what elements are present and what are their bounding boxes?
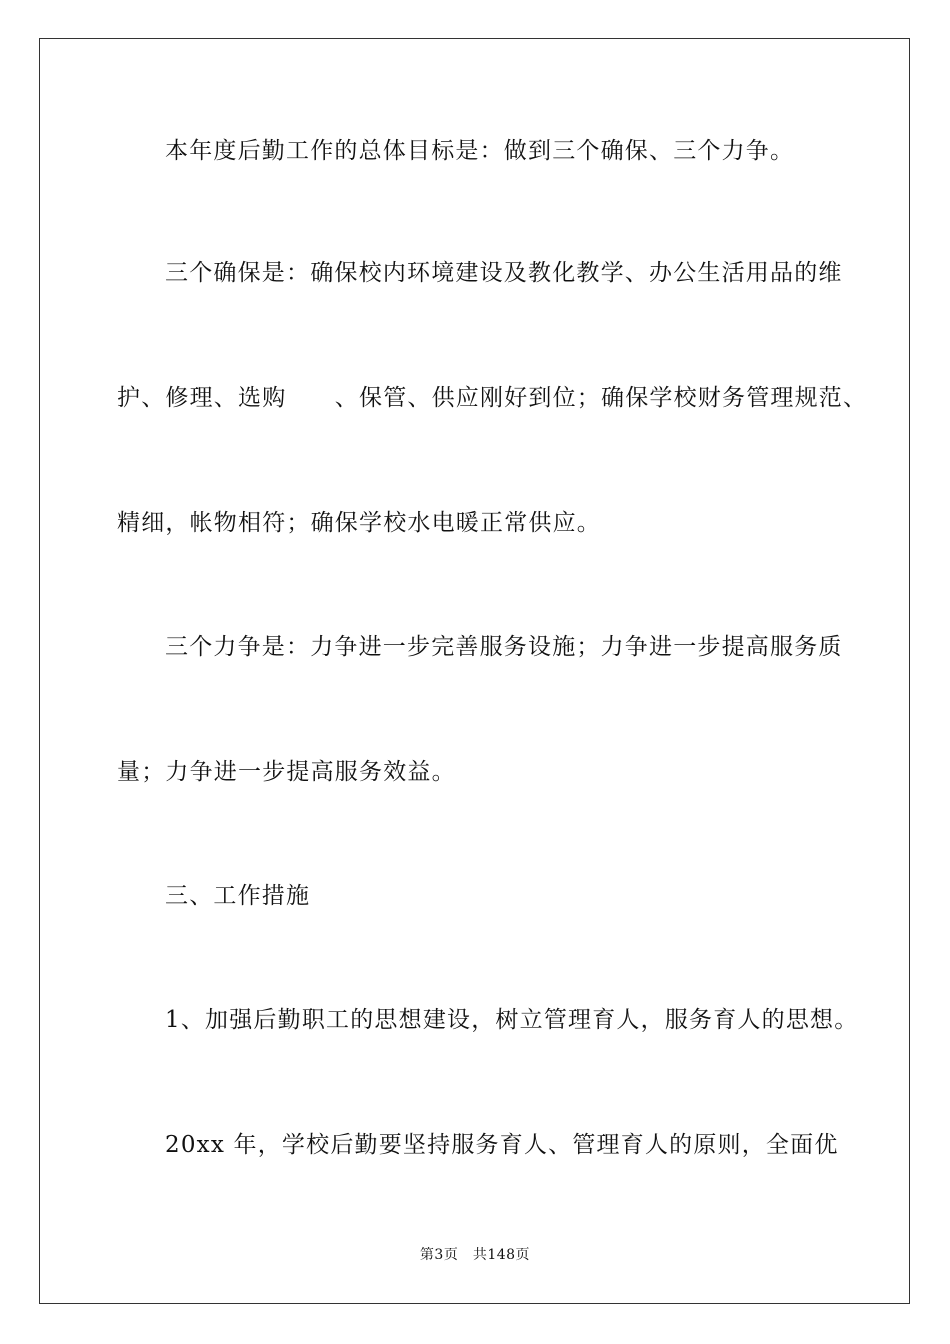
paragraph-goal: 本年度后勤工作的总体目标是：做到三个确保、三个力争。 [165,138,795,164]
paragraph-three-ensures-cont-2: 精细，帐物相符；确保学校水电暖正常供应。 [117,510,601,536]
paragraph-three-ensures-cont-1: 护、修理、选购 、保管、供应刚好到位；确保学校财务管理规范、 [117,385,868,411]
paragraph-three-strives: 三个力争是：力争进一步完善服务设施；力争进一步提高服务质 [165,634,843,660]
section-heading-measures: 三、工作措施 [165,883,311,909]
paragraph-measure-1: 1、加强后勤职工的思想建设，树立管理育人，服务育人的思想。 [165,1007,859,1033]
paragraph-three-ensures: 三个确保是：确保校内环境建设及教化教学、办公生活用品的维 [165,260,843,286]
paragraph-20xx: 20xx 年，学校后勤要坚持服务育人、管理育人的原则，全面优 [165,1132,839,1158]
paragraph-three-strives-cont: 量；力争进一步提高服务效益。 [117,759,456,785]
page-number-footer: 第3页 共148页 [419,1247,531,1263]
page-frame [39,38,910,1304]
